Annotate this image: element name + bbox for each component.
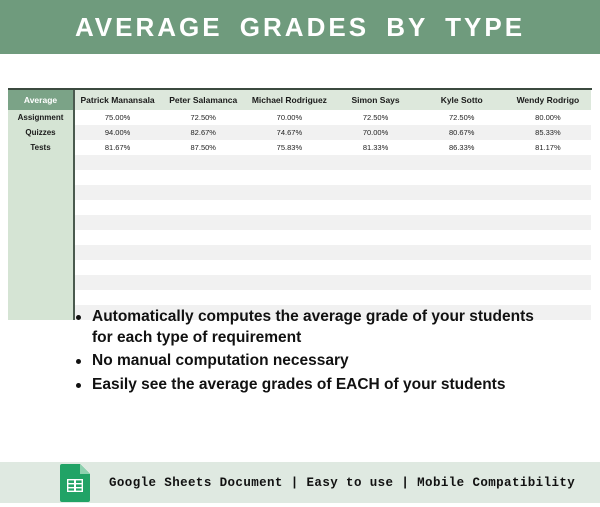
cell-empty [246,185,332,200]
table-row [8,110,591,125]
row-label-empty [8,215,74,230]
cell-assignment-5: 72.50% [419,110,505,125]
column-header-student-4: Simon Says [332,90,418,110]
cell-empty [419,275,505,290]
row-label-empty [8,200,74,215]
cell-empty [419,155,505,170]
cell-empty [160,200,246,215]
column-header-student-2: Peter Salamanca [160,90,246,110]
cell-empty [505,290,591,305]
table-row [8,125,591,140]
table-empty-row [8,215,591,230]
footer-bar [0,462,600,503]
cell-assignment-4: 72.50% [332,110,418,125]
cell-empty [246,230,332,245]
row-label-empty [8,245,74,260]
grades-table-container [8,88,592,270]
cell-empty [419,290,505,305]
cell-empty [419,185,505,200]
cell-quizzes-1: 94.00% [74,125,160,140]
page-title: AVERAGE GRADES BY TYPE [74,11,526,42]
cell-empty [332,155,418,170]
cell-empty [160,155,246,170]
cell-tests-5: 86.33% [419,140,505,155]
cell-empty [160,170,246,185]
column-header-student-5: Kyle Sotto [419,90,505,110]
cell-empty [74,170,160,185]
cell-empty [246,245,332,260]
table-empty-row [8,290,591,305]
row-label-tests: Tests [8,140,74,155]
table-row [8,140,591,155]
table-empty-row [8,230,591,245]
table-corner-header: Average [8,90,74,110]
cell-tests-1: 81.67% [74,140,160,155]
cell-empty [160,275,246,290]
cell-empty [160,290,246,305]
cell-empty [246,290,332,305]
row-label-empty [8,230,74,245]
cell-empty [419,215,505,230]
cell-empty [419,200,505,215]
cell-empty [505,230,591,245]
list-item: Easily see the average grades of EACH of your students [92,375,540,396]
cell-empty [74,200,160,215]
feature-list-container [70,307,540,398]
cell-empty [505,200,591,215]
cell-empty [74,185,160,200]
row-label-empty [8,260,74,275]
cell-empty [419,260,505,275]
cell-empty [332,290,418,305]
table-empty-row [8,200,591,215]
cell-quizzes-2: 82.67% [160,125,246,140]
cell-quizzes-3: 74.67% [246,125,332,140]
google-sheets-icon [60,464,90,502]
cell-empty [332,245,418,260]
cell-empty [332,275,418,290]
row-label-empty [8,275,74,290]
cell-empty [505,275,591,290]
cell-empty [246,275,332,290]
cell-assignment-6: 80.00% [505,110,591,125]
table-empty-rows [8,155,591,320]
list-item: Automatically computes the average grade of your students for each type of requirement [92,307,540,348]
cell-empty [332,185,418,200]
footer-text: Google Sheets Document | Easy to use | Mobile Compatibility [109,475,576,490]
page-title-banner [0,0,600,54]
row-label-empty [8,185,74,200]
cell-empty [419,170,505,185]
feature-list [70,307,540,395]
cell-empty [246,170,332,185]
cell-empty [74,215,160,230]
cell-assignment-1: 75.00% [74,110,160,125]
table-empty-row [8,245,591,260]
cell-tests-4: 81.33% [332,140,418,155]
cell-empty [160,230,246,245]
cell-quizzes-4: 70.00% [332,125,418,140]
row-label-empty [8,305,74,320]
cell-tests-2: 87.50% [160,140,246,155]
cell-quizzes-5: 80.67% [419,125,505,140]
cell-empty [160,260,246,275]
cell-tests-6: 81.17% [505,140,591,155]
cell-assignment-2: 72.50% [160,110,246,125]
cell-empty [246,155,332,170]
row-label-empty [8,155,74,170]
cell-empty [74,275,160,290]
cell-empty [419,245,505,260]
cell-empty [160,245,246,260]
cell-empty [246,260,332,275]
table-empty-row [8,170,591,185]
table-empty-row [8,155,591,170]
row-label-assignment: Assignment [8,110,74,125]
cell-empty [505,185,591,200]
cell-empty [505,155,591,170]
cell-empty [332,200,418,215]
cell-empty [74,290,160,305]
cell-empty [505,215,591,230]
cell-empty [332,230,418,245]
cell-assignment-3: 70.00% [246,110,332,125]
cell-empty [332,260,418,275]
table-empty-row [8,275,591,290]
row-label-quizzes: Quizzes [8,125,74,140]
cell-empty [505,245,591,260]
list-item: No manual computation necessary [92,351,540,372]
cell-empty [74,260,160,275]
cell-empty [74,245,160,260]
cell-empty [332,215,418,230]
cell-empty [246,200,332,215]
table-header [8,90,591,110]
cell-tests-3: 75.83% [246,140,332,155]
grades-table [8,90,592,320]
cell-empty [505,170,591,185]
table-empty-row [8,185,591,200]
cell-empty [74,230,160,245]
cell-empty [332,170,418,185]
table-body [8,110,591,155]
table-header-row [8,90,591,110]
cell-empty [246,215,332,230]
cell-empty [160,185,246,200]
cell-quizzes-6: 85.33% [505,125,591,140]
cell-empty [160,215,246,230]
column-header-student-6: Wendy Rodrigo [505,90,591,110]
cell-empty [505,260,591,275]
table-empty-row [8,260,591,275]
column-header-student-3: Michael Rodriguez [246,90,332,110]
cell-empty [74,155,160,170]
cell-empty [419,230,505,245]
row-label-empty [8,170,74,185]
row-label-empty [8,290,74,305]
column-header-student-1: Patrick Manansala [74,90,160,110]
